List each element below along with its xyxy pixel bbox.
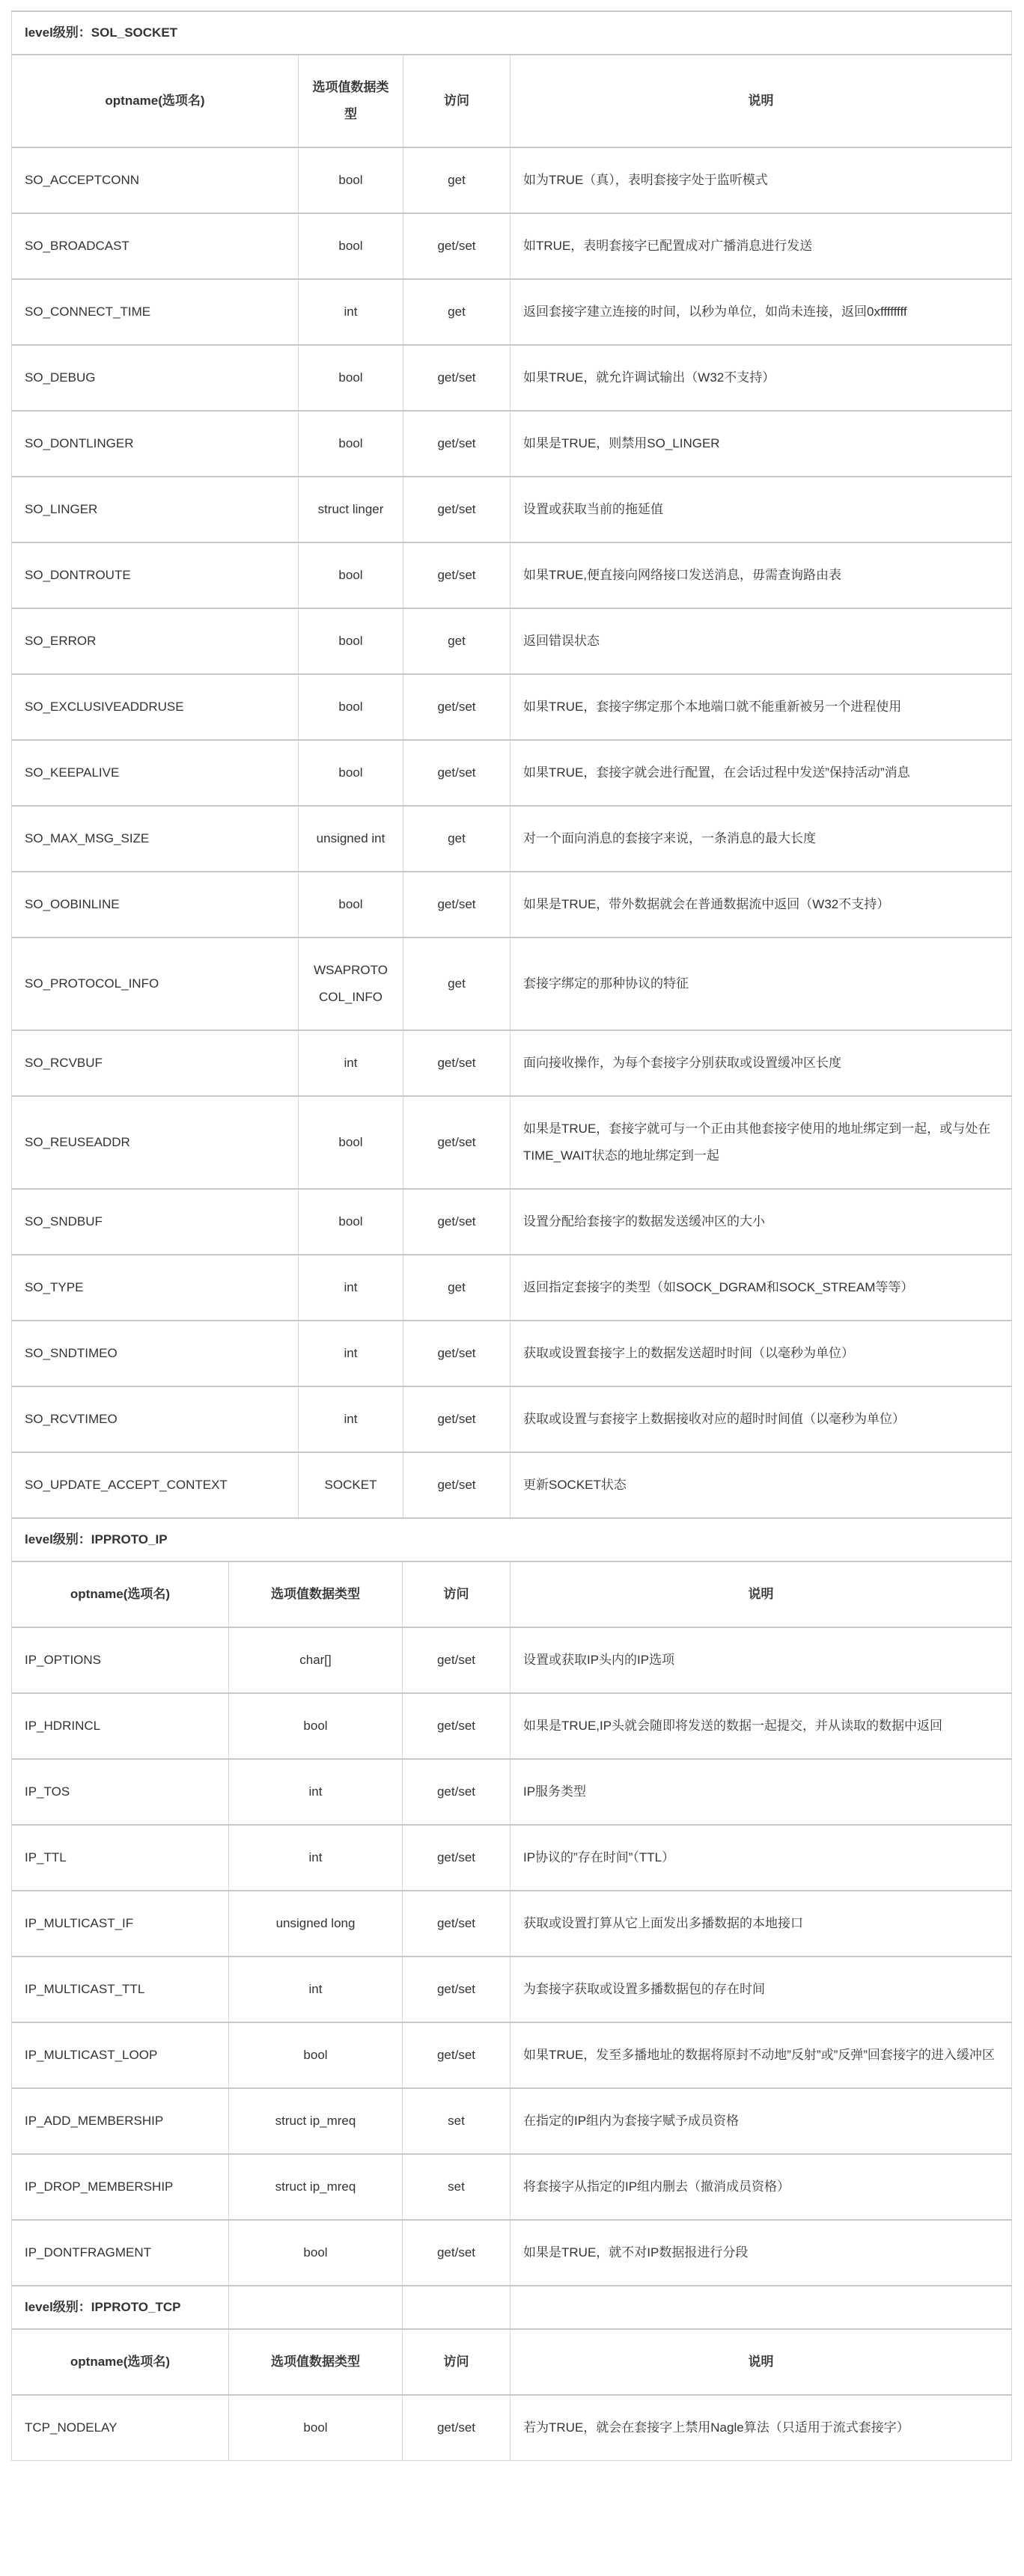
- option-description: IP服务类型: [511, 1759, 1012, 1825]
- table-row: [12, 279, 1012, 345]
- header-row: [12, 1561, 1012, 1627]
- option-type: int: [299, 1255, 403, 1321]
- option-name: SO_CONNECT_TIME: [12, 279, 299, 345]
- option-name: IP_ADD_MEMBERSHIP: [12, 2088, 229, 2154]
- option-access: set: [403, 2088, 511, 2154]
- header-optname: optname(选项名): [12, 55, 299, 147]
- table-row: [12, 213, 1012, 279]
- option-name: SO_ACCEPTCONN: [12, 147, 299, 213]
- option-name: SO_LINGER: [12, 477, 299, 542]
- table-row: [12, 1891, 1012, 1957]
- table-row: [12, 2220, 1012, 2286]
- option-name: SO_REUSEADDR: [12, 1096, 299, 1189]
- table-row: [12, 1189, 1012, 1255]
- option-name: IP_HDRINCL: [12, 1693, 229, 1759]
- option-access: get/set: [403, 1189, 511, 1255]
- header-optname: optname(选项名): [12, 2329, 229, 2395]
- option-type: int: [299, 1030, 403, 1096]
- option-name: SO_BROADCAST: [12, 213, 299, 279]
- table-row: [12, 740, 1012, 806]
- option-type: unsigned int: [299, 806, 403, 872]
- table-row: [12, 2395, 1012, 2461]
- header-access: 访问: [403, 55, 511, 147]
- ipproto-tcp-title-row: [12, 2286, 1012, 2329]
- option-type: unsigned long: [229, 1891, 403, 1957]
- option-type: bool: [299, 674, 403, 740]
- table-row: [12, 345, 1012, 411]
- option-access: get/set: [403, 1957, 511, 2022]
- option-type: bool: [299, 1096, 403, 1189]
- option-description: 设置或获取IP头内的IP选项: [511, 1627, 1012, 1693]
- table-row: [12, 2022, 1012, 2088]
- table-row: [12, 1627, 1012, 1693]
- option-type: int: [299, 1386, 403, 1452]
- option-description: IP协议的”存在时间”（TTL）: [511, 1825, 1012, 1891]
- header-description: 说明: [511, 2329, 1012, 2395]
- option-description: 更新SOCKET状态: [511, 1452, 1012, 1518]
- option-name: TCP_NODELAY: [12, 2395, 229, 2461]
- option-name: IP_TOS: [12, 1759, 229, 1825]
- option-name: SO_EXCLUSIVEADDRUSE: [12, 674, 299, 740]
- option-description: 如果是TRUE，带外数据就会在普通数据流中返回（W32不支持）: [511, 872, 1012, 937]
- option-access: get: [403, 279, 511, 345]
- header-row: [12, 55, 1012, 147]
- option-type: bool: [299, 740, 403, 806]
- option-access: get/set: [403, 2395, 511, 2461]
- option-description: 如果是TRUE，则禁用SO_LINGER: [511, 411, 1012, 477]
- option-description: 如果是TRUE，套接字就可与一个正由其他套接字使用的地址绑定到一起，或与处在TIME_WAIT状态的地址绑定到一起: [511, 1096, 1012, 1189]
- option-description: 获取或设置打算从它上面发出多播数据的本地接口: [511, 1891, 1012, 1957]
- ipproto-table: [11, 1517, 1012, 2461]
- sol-socket-title-row: [12, 11, 1012, 55]
- option-type: int: [229, 1957, 403, 2022]
- table-row: [12, 1386, 1012, 1452]
- option-access: get/set: [403, 345, 511, 411]
- option-type: WSAPROTOCOL_INFO: [299, 937, 403, 1030]
- option-name: IP_MULTICAST_IF: [12, 1891, 229, 1957]
- option-description: 如果TRUE，发至多播地址的数据将原封不动地”反射”或”反弹”回套接字的进入缓冲区: [511, 2022, 1012, 2088]
- table-row: [12, 806, 1012, 872]
- option-description: 获取或设置与套接字上数据接收对应的超时时间值（以毫秒为单位）: [511, 1386, 1012, 1452]
- option-access: get/set: [403, 1759, 511, 1825]
- option-access: get: [403, 937, 511, 1030]
- option-access: get/set: [403, 477, 511, 542]
- option-access: get/set: [403, 542, 511, 608]
- option-type: bool: [299, 213, 403, 279]
- option-type: char[]: [229, 1627, 403, 1693]
- level-title: level级别：IPPROTO_IP: [12, 1518, 1012, 1561]
- option-type: int: [229, 1759, 403, 1825]
- option-description: 如果TRUE，就允许调试输出（W32不支持）: [511, 345, 1012, 411]
- header-description: 说明: [511, 1561, 1012, 1627]
- option-type: int: [229, 1825, 403, 1891]
- header-access: 访问: [403, 1561, 511, 1627]
- table-row: [12, 1759, 1012, 1825]
- option-access: get/set: [403, 1096, 511, 1189]
- option-access: get/set: [403, 1321, 511, 1386]
- table-row: [12, 1825, 1012, 1891]
- option-access: get/set: [403, 2220, 511, 2286]
- option-type: bool: [299, 872, 403, 937]
- option-description: 如果TRUE，套接字就会进行配置，在会话过程中发送”保持活动”消息: [511, 740, 1012, 806]
- table-row: [12, 1693, 1012, 1759]
- empty-cell: [511, 2286, 1012, 2329]
- option-access: get/set: [403, 1452, 511, 1518]
- option-access: get/set: [403, 1627, 511, 1693]
- table-row: [12, 1321, 1012, 1386]
- option-type: bool: [299, 608, 403, 674]
- option-description: 如TRUE，表明套接字已配置成对广播消息进行发送: [511, 213, 1012, 279]
- option-name: SO_DONTLINGER: [12, 411, 299, 477]
- level-title: level级别：IPPROTO_TCP: [12, 2286, 229, 2329]
- option-name: SO_SNDTIMEO: [12, 1321, 299, 1386]
- option-name: SO_RCVTIMEO: [12, 1386, 299, 1452]
- option-type: bool: [299, 542, 403, 608]
- option-description: 面向接收操作，为每个套接字分别获取或设置缓冲区长度: [511, 1030, 1012, 1096]
- table-row: [12, 1255, 1012, 1321]
- option-type: int: [299, 279, 403, 345]
- option-type: bool: [229, 2395, 403, 2461]
- table-row: [12, 411, 1012, 477]
- header-type: 选项值数据类型: [229, 2329, 403, 2395]
- option-description: 如果是TRUE,IP头就会随即将发送的数据一起提交，并从读取的数据中返回: [511, 1693, 1012, 1759]
- option-access: get: [403, 608, 511, 674]
- option-access: get/set: [403, 1386, 511, 1452]
- table-row: [12, 147, 1012, 213]
- option-name: IP_MULTICAST_TTL: [12, 1957, 229, 2022]
- option-description: 设置或获取当前的拖延值: [511, 477, 1012, 542]
- header-description: 说明: [511, 55, 1012, 147]
- option-type: bool: [299, 411, 403, 477]
- option-description: 对一个面向消息的套接字来说，一条消息的最大长度: [511, 806, 1012, 872]
- header-optname: optname(选项名): [12, 1561, 229, 1627]
- option-name: SO_DONTROUTE: [12, 542, 299, 608]
- table-row: [12, 1096, 1012, 1189]
- table-row: [12, 674, 1012, 740]
- table-row: [12, 1957, 1012, 2022]
- header-row: [12, 2329, 1012, 2395]
- option-access: get/set: [403, 2022, 511, 2088]
- option-description: 如果TRUE，套接字绑定那个本地端口就不能重新被另一个进程使用: [511, 674, 1012, 740]
- table-row: [12, 1030, 1012, 1096]
- header-access: 访问: [403, 2329, 511, 2395]
- option-description: 为套接字获取或设置多播数据包的存在时间: [511, 1957, 1012, 2022]
- option-access: get: [403, 1255, 511, 1321]
- option-access: get/set: [403, 1030, 511, 1096]
- option-name: IP_DROP_MEMBERSHIP: [12, 2154, 229, 2220]
- sol-socket-table: [11, 10, 1012, 1518]
- empty-cell: [229, 2286, 403, 2329]
- option-description: 返回指定套接字的类型（如SOCK_DGRAM和SOCK_STREAM等等）: [511, 1255, 1012, 1321]
- table-row: [12, 1452, 1012, 1518]
- option-access: get/set: [403, 411, 511, 477]
- option-access: get/set: [403, 213, 511, 279]
- option-type: bool: [229, 1693, 403, 1759]
- empty-cell: [403, 2286, 511, 2329]
- option-type: bool: [299, 147, 403, 213]
- option-description: 将套接字从指定的IP组内删去（撤消成员资格）: [511, 2154, 1012, 2220]
- option-name: SO_TYPE: [12, 1255, 299, 1321]
- option-access: get/set: [403, 1891, 511, 1957]
- option-type: bool: [299, 1189, 403, 1255]
- option-access: get: [403, 147, 511, 213]
- option-description: 获取或设置套接字上的数据发送超时时间（以毫秒为单位）: [511, 1321, 1012, 1386]
- option-access: get/set: [403, 674, 511, 740]
- option-type: bool: [229, 2022, 403, 2088]
- option-type: SOCKET: [299, 1452, 403, 1518]
- option-description: 如为TRUE（真），表明套接字处于监听模式: [511, 147, 1012, 213]
- option-name: IP_OPTIONS: [12, 1627, 229, 1693]
- ipproto-ip-title-row: [12, 1518, 1012, 1561]
- option-description: 套接字绑定的那种协议的特征: [511, 937, 1012, 1030]
- table-row: [12, 937, 1012, 1030]
- option-name: SO_ERROR: [12, 608, 299, 674]
- option-access: get/set: [403, 740, 511, 806]
- option-type: int: [299, 1321, 403, 1386]
- option-description: 返回错误状态: [511, 608, 1012, 674]
- table-row: [12, 2088, 1012, 2154]
- header-type: 选项值数据类型: [299, 55, 403, 147]
- option-name: SO_RCVBUF: [12, 1030, 299, 1096]
- option-description: 设置分配给套接字的数据发送缓冲区的大小: [511, 1189, 1012, 1255]
- option-access: set: [403, 2154, 511, 2220]
- option-type: struct linger: [299, 477, 403, 542]
- option-access: get/set: [403, 872, 511, 937]
- option-name: SO_UPDATE_ACCEPT_CONTEXT: [12, 1452, 299, 1518]
- option-description: 如果TRUE,便直接向网络接口发送消息，毋需查询路由表: [511, 542, 1012, 608]
- option-name: SO_PROTOCOL_INFO: [12, 937, 299, 1030]
- table-row: [12, 872, 1012, 937]
- option-description: 若为TRUE，就会在套接字上禁用Nagle算法（只适用于流式套接字）: [511, 2395, 1012, 2461]
- option-name: IP_MULTICAST_LOOP: [12, 2022, 229, 2088]
- table-row: [12, 2154, 1012, 2220]
- option-access: get: [403, 806, 511, 872]
- table-row: [12, 608, 1012, 674]
- option-type: bool: [299, 345, 403, 411]
- option-description: 在指定的IP组内为套接字赋予成员资格: [511, 2088, 1012, 2154]
- option-type: struct ip_mreq: [229, 2088, 403, 2154]
- option-name: SO_OOBINLINE: [12, 872, 299, 937]
- option-name: IP_DONTFRAGMENT: [12, 2220, 229, 2286]
- option-description: 如果是TRUE，就不对IP数据报进行分段: [511, 2220, 1012, 2286]
- option-name: IP_TTL: [12, 1825, 229, 1891]
- option-name: SO_DEBUG: [12, 345, 299, 411]
- option-type: struct ip_mreq: [229, 2154, 403, 2220]
- level-title: level级别：SOL_SOCKET: [12, 11, 1012, 55]
- option-name: SO_SNDBUF: [12, 1189, 299, 1255]
- option-description: 返回套接字建立连接的时间，以秒为单位，如尚未连接，返回0xffffffff: [511, 279, 1012, 345]
- option-name: SO_MAX_MSG_SIZE: [12, 806, 299, 872]
- option-access: get/set: [403, 1693, 511, 1759]
- option-access: get/set: [403, 1825, 511, 1891]
- option-type: bool: [229, 2220, 403, 2286]
- option-name: SO_KEEPALIVE: [12, 740, 299, 806]
- table-row: [12, 477, 1012, 542]
- table-row: [12, 542, 1012, 608]
- header-type: 选项值数据类型: [229, 1561, 403, 1627]
